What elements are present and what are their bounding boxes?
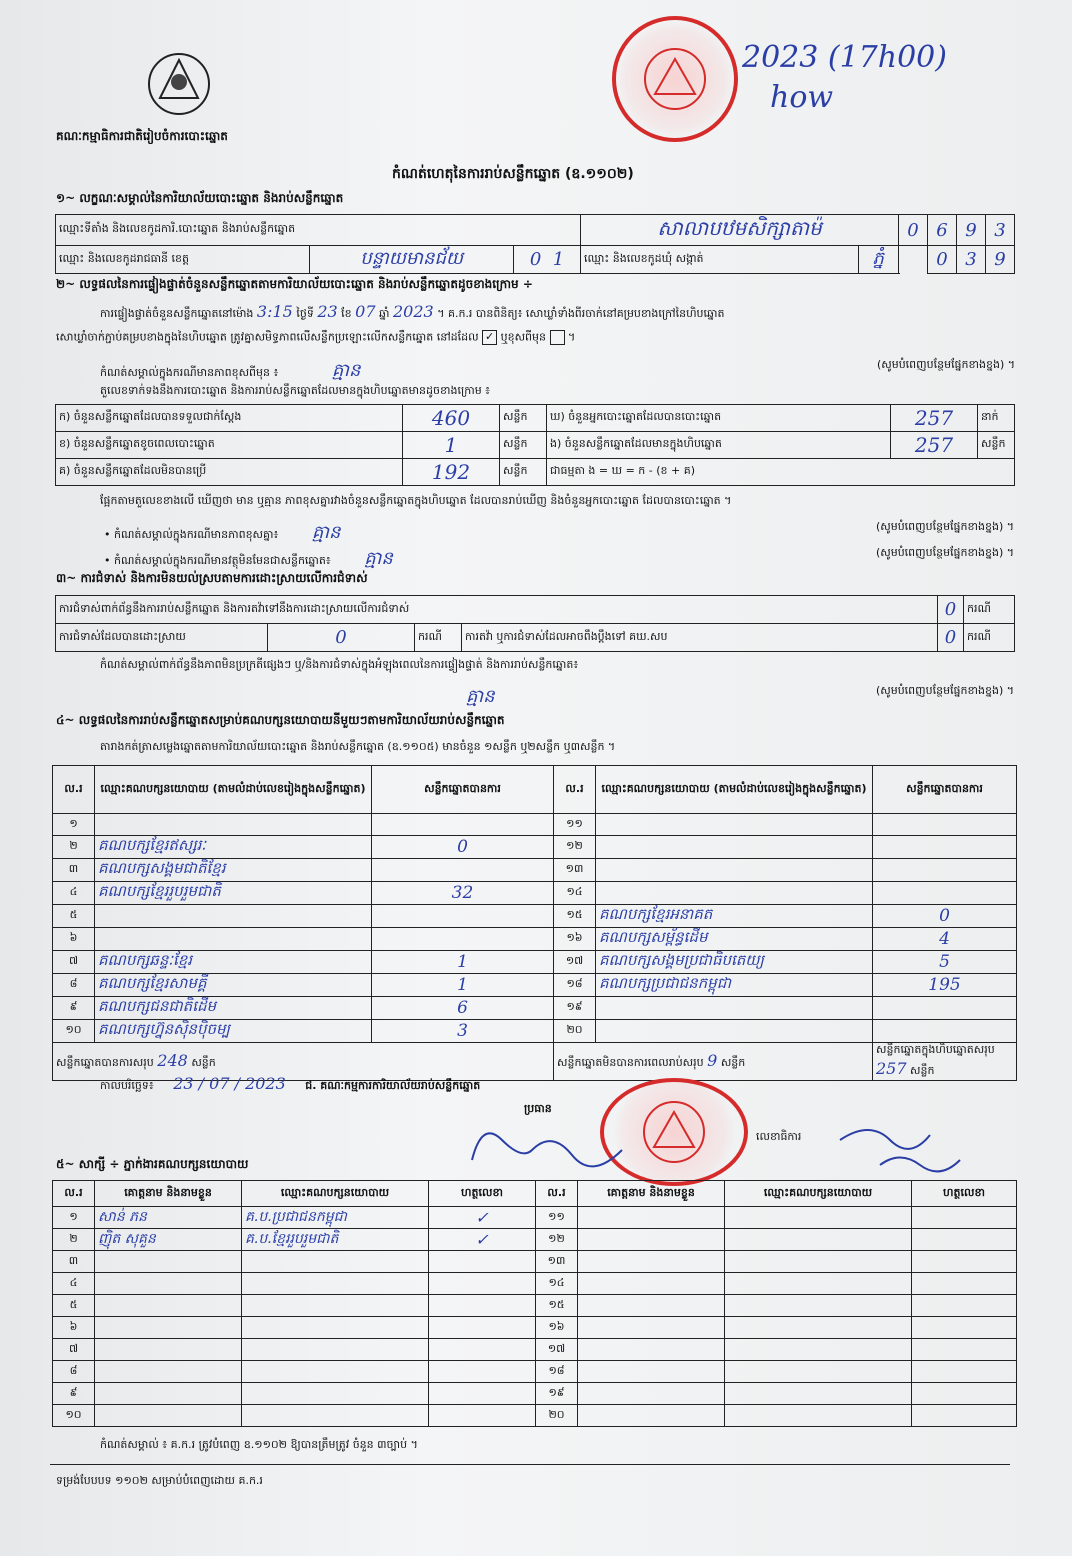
results-cell: គណបក្សខ្មែរសាមគ្គី (95, 974, 372, 997)
location-code-digit: 9 (957, 215, 986, 246)
results-cell (596, 882, 873, 905)
witness-cell (242, 1361, 429, 1383)
results-row (53, 905, 1017, 928)
commune-code-digit: 9 (986, 246, 1015, 274)
witness-cell (429, 1273, 536, 1295)
witness-row (53, 1339, 1017, 1361)
witness-cell (242, 1251, 429, 1273)
results-cell: ១៤ (554, 882, 596, 905)
witness-cell: ៨ (53, 1361, 95, 1383)
results-cell: 3 (372, 1020, 554, 1043)
irregularity-note: កំណត់សម្គាល់ពាក់ព័ន្ធនឹងភាពមិនប្រក្រតីផ្សេងៗ ឬ/និងការជំទាស់ក្នុងអំឡុងពេលនៃការផ្ទៀងផ្ទាត់ និងការរាប់សន្លឹកឆ្នោត៖ (100, 658, 579, 671)
results-cell: គណបក្សប្រជាជនកម្ពុជា (596, 974, 873, 997)
witness-cell (95, 1317, 242, 1339)
witness-cell (578, 1251, 725, 1273)
results-cell: គណបក្សខ្មែររួបរួមជាតិ (95, 882, 372, 905)
in-box-value: 257 (891, 432, 978, 459)
results-cell (596, 836, 873, 859)
witness-cell (429, 1317, 536, 1339)
results-cell: ១ (53, 814, 95, 836)
witness-cell: ១៩ (536, 1383, 578, 1405)
witness-cell (429, 1361, 536, 1383)
form-title: កំណត់ហេតុនៃការរាប់សន្លឹកឆ្នោត (ឧ.១១០២) (392, 166, 634, 182)
witness-cell (912, 1383, 1017, 1405)
results-row (53, 882, 1017, 905)
total-valid: សន្លឹកឆ្នោតបានការសរុប 248 សន្លឹក (53, 1043, 554, 1081)
results-cell: ១៨ (554, 974, 596, 997)
location-value: សាលាបឋមសិក្សាតាម៉ (581, 215, 899, 246)
unused-label: គ) ចំនួនសន្លឹកឆ្នោតដែលមិនបានប្រើ (56, 459, 403, 486)
figures-intro: តួលេខទាក់ទងនឹងការបោះឆ្នោត និងការរាប់សន្លឹកឆ្នោតដែលមានក្នុងហិបឆ្នោតមានដូចខាងក្រោម ៖ (100, 384, 491, 397)
witness-cell (578, 1383, 725, 1405)
results-cell: ៨ (53, 974, 95, 997)
results-cell: ២ (53, 836, 95, 859)
witness-cell (912, 1207, 1017, 1229)
results-cell: គណបក្សជនជាតិដើម (95, 997, 372, 1020)
irregularity-note-value: គ្មាន (សូមបំពេញបន្ថែមផ្នែកខាងខ្នង) ។ (466, 684, 1014, 707)
results-cell (95, 905, 372, 928)
witness-cell (578, 1207, 725, 1229)
witness-row (53, 1317, 1017, 1339)
results-cell: ៣ (53, 859, 95, 882)
witness-cell (429, 1405, 536, 1427)
witness-cell (725, 1361, 912, 1383)
witness-cell (578, 1361, 725, 1383)
results-cell: ១២ (554, 836, 596, 859)
section4-heading: ៤~ លទ្ធផលនៃការរាប់សន្លឹកឆ្នោតសម្រាប់គណបក្សនយោបាយនីមួយៗតាមការិយាល័យរាប់សន្លឹកឆ្នោត (56, 713, 505, 727)
results-row (53, 859, 1017, 882)
witness-cell: គ.ប.ប្រជាជនកម្ពុជា (242, 1207, 429, 1229)
spoiled-label: ខ) ចំនួនសន្លឹកឆ្នោតខូចពេលបោះឆ្នោត (56, 432, 403, 459)
results-cell: 5 (873, 951, 1017, 974)
results-cell (873, 997, 1017, 1020)
results-cell: ៧ (53, 951, 95, 974)
witness-cell (912, 1317, 1017, 1339)
witness-cell (95, 1339, 242, 1361)
witness-cell: ៩ (53, 1383, 95, 1405)
verification-line: ការផ្ទៀងផ្ទាត់ចំនួនសន្លឹកឆ្នោតនៅម៉ោង 3:15 ថ្ងៃទី 23 ខែ 07 ឆ្នាំ 2023 ។ គ.ក.រ បានពិនិត្យ៖ សោឃ្លាំទាំងពីរចាក់នៅគម្របខាងក្រៅនៃហិបឆ្នោត (100, 302, 725, 321)
received-value: 460 (403, 405, 500, 432)
made-on: កាលបរិច្ឆេទ៖ 23 / 07 / 2023 ជ. គណៈកម្មការការិយាល័យរាប់សន្លឹកឆ្នោត (100, 1074, 481, 1093)
witness-cell: ១១ (536, 1207, 578, 1229)
handwritten-signature: how (770, 80, 834, 115)
witness-cell: ៣ (53, 1251, 95, 1273)
witness-row (53, 1361, 1017, 1383)
witness-cell (429, 1339, 536, 1361)
results-row (53, 836, 1017, 859)
witness-cell (242, 1405, 429, 1427)
witness-cell (912, 1339, 1017, 1361)
witness-cell (912, 1229, 1017, 1251)
results-cell: ១៧ (554, 951, 596, 974)
witness-row (53, 1383, 1017, 1405)
results-cell (596, 814, 873, 836)
witness-row (53, 1295, 1017, 1317)
witness-cell (725, 1405, 912, 1427)
province-code: 0 1 (514, 246, 581, 274)
witness-cell (725, 1383, 912, 1405)
witness-cell (95, 1273, 242, 1295)
witness-cell: ១០ (53, 1405, 95, 1427)
witness-cell (95, 1361, 242, 1383)
results-cell: ១១ (554, 814, 596, 836)
results-row (53, 928, 1017, 951)
emblem-icon (140, 48, 218, 118)
witness-row (53, 1207, 1017, 1229)
results-cell: ១៥ (554, 905, 596, 928)
witness-row (53, 1273, 1017, 1295)
results-row (53, 974, 1017, 997)
witness-cell (725, 1295, 912, 1317)
section1-table (55, 214, 1015, 274)
results-cell: 0 (873, 905, 1017, 928)
results-row (53, 1020, 1017, 1043)
witness-cell (429, 1383, 536, 1405)
discrepancy-check: ផ្អែកតាមតួលេខខាងលើ ឃើញថា មាន ឬគ្មាន ភាពខុសគ្នារវាងចំនួនសន្លឹកឆ្នោតក្នុងហិបឆ្នោត ដែលបានរាប់ឃើញ និងចំនួនអ្នកបោះឆ្នោត ដែលបានបោះឆ្នោត ។ (100, 494, 732, 507)
results-cell (873, 836, 1017, 859)
witness-cell: ១៣ (536, 1251, 578, 1273)
results-cell: ១០ (53, 1020, 95, 1043)
results-cell: គណបក្សសង្គមជាតិខ្មែរ (95, 859, 372, 882)
secretary-label: លេខាធិការ (756, 1130, 802, 1143)
section4-intro: តារាងកត់ត្រាសម្លេងឆ្នោតតាមការិយាល័យបោះឆ្នោត និងរាប់សន្លឹកឆ្នោត (ឧ.១១០៥) មានចំនួន ១សន្លឹក ឬ២សន្លឹក ឬ៣សន្លឹក ។ (100, 740, 616, 753)
witness-cell (429, 1295, 536, 1317)
results-cell (873, 814, 1017, 836)
witness-cell: ១៧ (536, 1339, 578, 1361)
results-row (53, 997, 1017, 1020)
results-row (53, 814, 1017, 836)
province-label: ឈ្មោះ និងលេខកូដរាជធានី ខេត្ត (56, 246, 310, 274)
results-cell: ៩ (53, 997, 95, 1020)
witness-cell (578, 1273, 725, 1295)
results-cell: ២០ (554, 1020, 596, 1043)
witness-cell: ១២ (536, 1229, 578, 1251)
witness-cell: ៤ (53, 1273, 95, 1295)
commune-code-digit: 0 (928, 246, 957, 274)
witness-cell (95, 1383, 242, 1405)
results-cell: 32 (372, 882, 554, 905)
witness-cell (578, 1339, 725, 1361)
results-cell: ៥ (53, 905, 95, 928)
time-value: 3:15 (256, 302, 293, 321)
witness-cell (912, 1251, 1017, 1273)
results-cell (873, 1020, 1017, 1043)
results-cell: ៦ (53, 928, 95, 951)
results-cell (873, 859, 1017, 882)
verification-line2: សោឃ្លាំចាក់ភ្ជាប់គម្របខាងក្នុងនៃហិបឆ្នោត ត្រូវគ្នាសមិទ្ធភាពលើសន្លឹកប្រឡោះលើកសន្លឹកឆ្នោត នៅដដែល ✓ ឬខុសពីមុន ។ (56, 330, 576, 344)
witness-cell (242, 1295, 429, 1317)
results-cell: 4 (873, 928, 1017, 951)
witness-cell (95, 1405, 242, 1427)
witness-row (53, 1251, 1017, 1273)
witness-cell: ២០ (536, 1405, 578, 1427)
official-stamp (612, 16, 738, 142)
results-cell: គណបក្សសម្ព័ន្ធដើម (596, 928, 873, 951)
results-cell (372, 814, 554, 836)
witness-cell: ១ (53, 1207, 95, 1229)
witness-cell (725, 1273, 912, 1295)
witness-cell (429, 1251, 536, 1273)
results-cell: ១៩ (554, 997, 596, 1020)
witness-cell (912, 1405, 1017, 1427)
objections-table: ការជំទាស់ពាក់ព័ន្ធនឹងការរាប់សន្លឹកឆ្នោត និងការតវ៉ាទៅនឹងការដោះស្រាយលើការជំទាស់ 0 ករណី ការជំទាស់ដែលបានដោះស្រាយ 0 ករណី ការតវ៉ា ឬការជំទាស់ដែលអាចពឹងប្តឹងទៅ គឃ.សប 0 ករណី (55, 595, 1015, 652)
results-cell (596, 859, 873, 882)
results-table: ល.រ ឈ្មោះគណបក្សនយោបាយ (តាមលំដាប់លេខរៀងក្នុងសន្លឹកឆ្នោត) សន្លឹកឆ្នោតបានការ ល.រ ឈ្មោះគណបក្សនយោបាយ (តាមលំដាប់លេខរៀងក្នុងសន្លឹកឆ្នោត) សន្លឹកឆ្នោតបានការ ១ ១១ ២ គណបក្សខ្មែរឥស្សរៈ 0 ១២ ៣ គណបក្សសង្គមជាតិខ្មែរ ១៣ ៤ គណបក្សខ្មែររួបរួមជាតិ 32 ១៤ ៥ ១៥ គណបក្សខ្មែរអនាគត 0 ៦ ១៦ គណបក្សសម្ព័ន្ធដើម 4 ៧ គណបក្សឆន្ទៈខ្មែរ 1 ១៧ គណបក្សសង្គមប្រជាធិបតេយ្យ 5 ៨ គណបក្សខ្មែរសាមគ្គី 1 ១៨ គណបក្សប្រជាជនកម្ពុជា 195 ៩ គណបក្សជនជាតិដើម 6 ១៩ ១០ គណបក្សហ្វ៊ុនស៊ិនប៉ិចម្ប 3 ២០ សន្លឹកឆ្នោតបានការសរុប 248 សន្លឹក សន្លឹកឆ្នោតមិនបានការពេលរាប់សរុប 9 សន្លឹក សន្លឹកឆ្នោតក្នុងហិបឆ្នោតសរុប 257 សន្លឹក (52, 765, 1017, 1081)
witness-cell (578, 1405, 725, 1427)
witness-cell: សាន់ ភន (95, 1207, 242, 1229)
witness-cell (242, 1339, 429, 1361)
results-row (53, 951, 1017, 974)
witness-cell (95, 1251, 242, 1273)
results-cell (95, 814, 372, 836)
witness-cell (725, 1207, 912, 1229)
results-cell: 1 (372, 974, 554, 997)
results-cell: គណបក្សឆន្ទៈខ្មែរ (95, 951, 372, 974)
figures-table: ក) ចំនួនសន្លឹកឆ្នោតដែលបានទទួលជាក់ស្តែង 460 សន្លឹក ឃ) ចំនួនអ្នកបោះឆ្នោតដែលបានបោះឆ្នោត 257 នាក់ ខ) ចំនួនសន្លឹកឆ្នោតខូចពេលបោះឆ្នោត 1 សន្លឹក ង) ចំនួនសន្លឹកឆ្នោតដែលមានក្នុងហិបឆ្នោត 257 សន្លឹក គ) ចំនួនសន្លឹកឆ្នោតដែលមិនបានប្រើ 192 សន្លឹក ជាធម្មតា ង = ឃ = ក - (ខ + គ) (55, 404, 1015, 486)
committee-name: គណៈកម្មាធិការជាតិរៀបចំការបោះឆ្នោត (56, 129, 228, 143)
results-cell (596, 1020, 873, 1043)
witness-cell: ៧ (53, 1339, 95, 1361)
results-cell: 1 (372, 951, 554, 974)
section3-heading: ៣~ ការជំទាស់ និងការមិនយល់ស្របតាមការដោះស្រាយលើការជំទាស់ (56, 571, 368, 585)
witness-table: ល.រ គោត្តនាម និងនាមខ្លួន ឈ្មោះគណបក្សនយោបាយ ហត្ថលេខា ល.រ គោត្តនាម និងនាមខ្លួន ឈ្មោះគណបក្សនយោបាយ ហត្ថលេខា ១ សាន់ ភន គ.ប.ប្រជាជនកម្ពុជា ✓ ១១ ២ ញ៉ិត សុគួន គ.ប.ខ្មែររួបរួមជាតិ ✓ ១២ ៣ ១៣ ៤ ១៤ ៥ ១៥ ៦ ១៦ ៧ ១៧ ៨ ១៨ ៩ ១៩ ១០ ២០ (52, 1180, 1017, 1427)
results-cell: ៤ (53, 882, 95, 905)
section1-heading: ១~ លក្ខណៈសម្គាល់នៃការិយាល័យបោះឆ្នោត និងរាប់សន្លឹកឆ្នោត (56, 191, 344, 205)
witness-cell (912, 1295, 1017, 1317)
results-cell (372, 905, 554, 928)
witness-cell: ១៤ (536, 1273, 578, 1295)
handwritten-date: 2023 (17h00) (742, 40, 947, 75)
footer-note: កំណត់សម្គាល់ ៖ គ.ក.រ ត្រូវបំពេញ ឧ.១១០២ ឱ្យបានត្រឹមត្រូវ ចំនួន ៣ច្បាប់ ។ (100, 1438, 418, 1451)
same-checkbox[interactable]: ✓ (482, 330, 497, 345)
results-cell: គណបក្សខ្មែរអនាគត (596, 905, 873, 928)
witness-cell: ៥ (53, 1295, 95, 1317)
witness-cell (725, 1339, 912, 1361)
witness-cell: ✓ (429, 1229, 536, 1251)
president-signature (462, 1110, 632, 1180)
note2-line: • កំណត់សម្គាល់ក្នុងករណីមានភាពខុសគ្នា៖ គ្មាន (សូមបំពេញបន្ថែមផ្នែកខាងខ្នង) ។ (104, 520, 1014, 543)
resolved-value: 0 (268, 624, 415, 652)
appeal-value: 0 (937, 624, 963, 652)
results-cell (95, 928, 372, 951)
results-cell: គណបក្សខ្មែរឥស្សរៈ (95, 836, 372, 859)
in-box-label: ង) ចំនួនសន្លឹកឆ្នោតដែលមានក្នុងហិបឆ្នោត (547, 432, 891, 459)
witness-cell: ២ (53, 1229, 95, 1251)
witness-cell (242, 1273, 429, 1295)
results-cell: គណបក្សហ្វ៊ុនស៊ិនប៉ិចម្ប (95, 1020, 372, 1043)
witness-cell: ៦ (53, 1317, 95, 1339)
form-note: ទម្រង់បែបបទ ១១០២ សម្រាប់បំពេញដោយ គ.ក.រ (56, 1474, 263, 1487)
witness-cell (725, 1229, 912, 1251)
commune-value: ភ្នំ (858, 246, 898, 274)
voted-value: 257 (891, 405, 978, 432)
results-cell (372, 928, 554, 951)
president-label: ប្រធាន (524, 1102, 552, 1115)
commune-code-digit: 3 (957, 246, 986, 274)
different-checkbox[interactable] (550, 330, 565, 345)
results-cell: គណបក្សសង្គមប្រជាធិបតេយ្យ (596, 951, 873, 974)
witness-cell (242, 1317, 429, 1339)
results-cell: 0 (372, 836, 554, 859)
spoiled-value: 1 (403, 432, 500, 459)
witness-cell (725, 1317, 912, 1339)
voted-label: ឃ) ចំនួនអ្នកបោះឆ្នោតដែលបានបោះឆ្នោត (547, 405, 891, 432)
footer-divider (50, 1464, 1010, 1465)
witness-cell: ញ៉ិត សុគួន (95, 1229, 242, 1251)
witness-cell (912, 1273, 1017, 1295)
witness-cell (242, 1383, 429, 1405)
location-code-digit: 3 (986, 215, 1015, 246)
results-cell (596, 997, 873, 1020)
province-value: បន្ទាយមានជ័យ (310, 246, 514, 274)
section2-heading: ២~ លទ្ធផលនៃការផ្ទៀងផ្ទាត់ចំនួនសន្លឹកឆ្នោតតាមការិយាល័យបោះឆ្នោត និងរាប់សន្លឹកឆ្នោតដូចខាងក្រោម ÷ (56, 277, 533, 291)
secretary-signature (830, 1120, 970, 1180)
received-label: ក) ចំនួនសន្លឹកឆ្នោតដែលបានទទួលជាក់ស្តែង (56, 405, 403, 432)
location-code-digit: 6 (928, 215, 957, 246)
results-cell: 6 (372, 997, 554, 1020)
witness-row (53, 1405, 1017, 1427)
witness-cell: ✓ (429, 1207, 536, 1229)
results-cell (873, 882, 1017, 905)
note3-line: • កំណត់សម្គាល់ក្នុងករណីមានវត្ថុមិនមែនជាសន្លឹកឆ្នោត៖ គ្មាន (សូមបំពេញបន្ថែមផ្នែកខាងខ្នង) ។ (104, 546, 1014, 569)
unused-value: 192 (403, 459, 500, 486)
witness-cell (578, 1295, 725, 1317)
witness-cell (578, 1229, 725, 1251)
location-label: ឈ្មោះទីតាំង និងលេខកូដការិ.បោះឆ្នោត និងរាប់សន្លឹកឆ្នោត (56, 215, 581, 246)
location-code-digit: 0 (899, 215, 928, 246)
formula: ជាធម្មតា ង = ឃ = ក - (ខ + គ) (547, 459, 1015, 486)
section5-heading: ៥~ សាក្សី ÷ ភ្នាក់ងារគណបក្សនយោបាយ (56, 1157, 249, 1171)
witness-cell (912, 1361, 1017, 1383)
commune-label: ឈ្មោះ និងលេខកូដឃុំ សង្កាត់ (581, 246, 859, 274)
witness-cell: គ.ប.ខ្មែររួបរួមជាតិ (242, 1229, 429, 1251)
total-invalid: សន្លឹកឆ្នោតមិនបានការពេលរាប់សរុប 9 សន្លឹក (554, 1043, 873, 1081)
note-line: កំណត់សម្គាល់ក្នុងករណីមានភាពខុសពីមុន ៖ គ្មាន (សូមបំពេញបន្ថែមផ្នែកខាងខ្នង) ។ (100, 358, 1015, 381)
results-cell: 195 (873, 974, 1017, 997)
witness-cell (725, 1251, 912, 1273)
witness-cell: ១៥ (536, 1295, 578, 1317)
witness-cell (95, 1295, 242, 1317)
results-cell: ១៦ (554, 928, 596, 951)
results-cell (372, 859, 554, 882)
results-cell: ១៣ (554, 859, 596, 882)
witness-cell: ១៨ (536, 1361, 578, 1383)
total-in-box: សន្លឹកឆ្នោតក្នុងហិបឆ្នោតសរុប 257 សន្លឹក (873, 1043, 1017, 1081)
witness-cell: ១៦ (536, 1317, 578, 1339)
objections-value: 0 (937, 596, 963, 624)
witness-row (53, 1229, 1017, 1251)
witness-cell (578, 1317, 725, 1339)
